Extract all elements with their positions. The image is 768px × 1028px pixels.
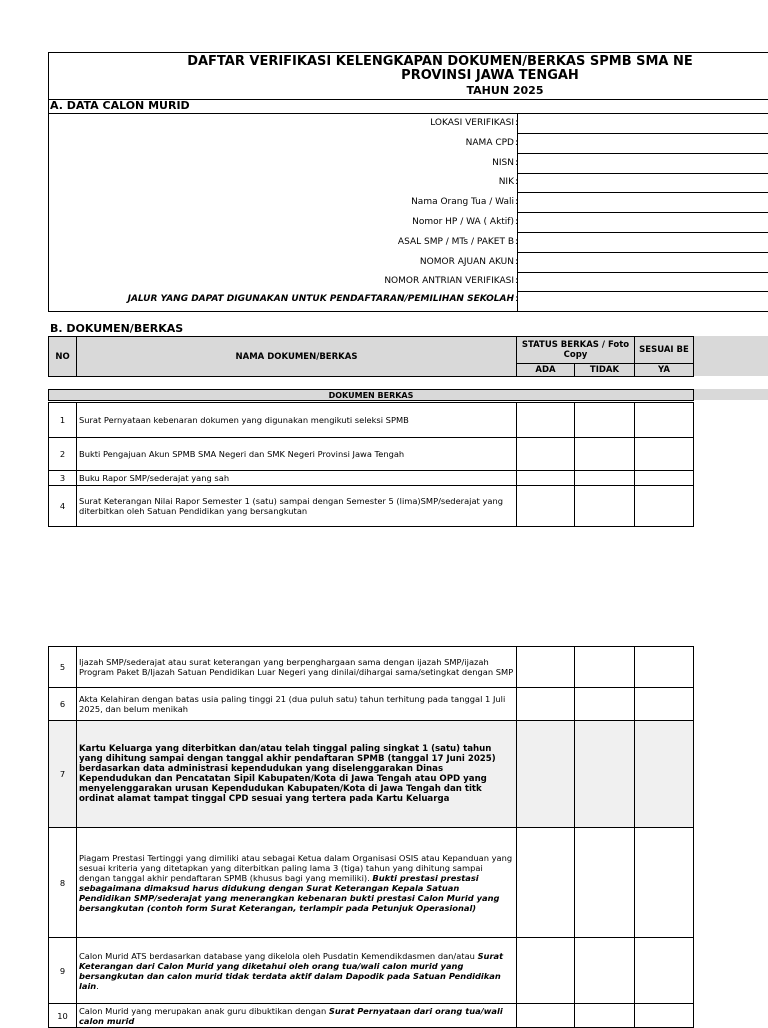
row-no: 3 (49, 471, 77, 486)
field-value-input[interactable] (520, 173, 768, 191)
row-document (77, 938, 517, 1004)
form-top-border (48, 52, 768, 53)
row-document: Ijazah SMP/sederajat atau surat keterangan yang berpenghargaan sama dengan ijazah SMP/ijazah Program Paket B/Ijazah Satuan Pendidikan Luar Negeri yang dinilai/dihargai sama/setingkat dengan SMP (77, 647, 517, 688)
cell-ya[interactable] (635, 688, 694, 721)
row-no: 1 (49, 403, 77, 438)
row-no: 4 (49, 486, 77, 527)
field-value-input[interactable] (520, 233, 768, 251)
field-label: NIK (498, 177, 514, 187)
field-colon: : (515, 276, 519, 286)
table-row (49, 403, 694, 438)
cell-tidak[interactable] (575, 828, 635, 938)
field-colon: : (515, 118, 519, 128)
field-value-input[interactable] (520, 193, 768, 211)
cell-ada[interactable] (517, 688, 575, 721)
section-b-title: B. DOKUMEN/BERKAS (50, 322, 184, 335)
col-nama-header: NAMA DOKUMEN/BERKAS (77, 337, 517, 377)
row-no: 6 (49, 688, 77, 721)
col-sesuai-header: SESUAI BE (635, 337, 694, 364)
row-document-text: Piagam Prestasi Tertinggi yang dimiliki atau sebagai Ketua dalam Organisasi OSIS atau Kepanduan yang sesuai kriteria yang ditetapkan yang diterbitkan paling lama 3 (tiga) tahun yang dihitung sampai dengan tanggal akhir pendaftaran SPMB (khusus bagi yang memiliki). (79, 852, 513, 883)
field-label: NAMA CPD (465, 138, 514, 148)
dokumen-table-part2 (48, 646, 694, 1028)
cell-ya[interactable] (635, 438, 694, 471)
col-status-header: STATUS BERKAS / Foto Copy (517, 337, 635, 364)
cell-ya[interactable] (635, 471, 694, 486)
field-value-input[interactable] (520, 272, 768, 290)
dokumen-table-part1 (48, 402, 694, 527)
row-document: Buku Rapor SMP/sederajat yang sah (77, 471, 517, 486)
divider (48, 311, 768, 312)
row-no: 2 (49, 438, 77, 471)
row-no: 7 (49, 721, 77, 828)
row-document: Surat Keterangan Nilai Rapor Semester 1 (satu) sampai dengan Semester 5 (lima)SMP/sederajat yang diterbitkan oleh Satuan Pendidikan yang bersangkutan (77, 486, 517, 527)
cell-ada[interactable] (517, 486, 575, 527)
cell-ada[interactable] (517, 647, 575, 688)
table-row (49, 688, 694, 721)
col-tidak-header: TIDAK (575, 364, 635, 377)
cell-tidak[interactable] (575, 471, 635, 486)
row-document: Kartu Keluarga yang diterbitkan dan/atau telah tinggal paling singkat 1 (satu) tahun yang dihitung sampai dengan tanggal akhir pendaftaran SPMB (tanggal 17 Juni 2025) berdasarkan data administrasi kependudukan yang diselenggarakan Dinas Kependudukan dan Pencatatan Sipil Kabupaten/Kota di Jawa Tengah atau OPD yang menyelenggarakan urusan Kependudukan Kabupaten/Kota di Jawa Tengah dan titk ordinat alamat tampat tinggal CPD sesuai yang tertera pada Kartu Keluarga (77, 721, 517, 828)
col-no-header: NO (49, 337, 77, 377)
cell-ada[interactable] (517, 403, 575, 438)
table-row (49, 438, 694, 471)
field-label: NISN (492, 158, 514, 168)
row-document: Surat Pernyataan kebenaran dokumen yang digunakan mengikuti seleksi SPMB (77, 403, 517, 438)
section-a-title: A. DATA CALON MURID (50, 99, 190, 112)
field-label: LOKASI VERIFIKASI (430, 118, 514, 128)
cell-tidak[interactable] (575, 438, 635, 471)
table-row (49, 486, 694, 527)
group-overflow-shade (693, 389, 768, 400)
cell-ada[interactable] (517, 828, 575, 938)
cell-tidak[interactable] (575, 938, 635, 1004)
cell-tidak[interactable] (575, 721, 635, 828)
cell-ada[interactable] (517, 721, 575, 828)
cell-ya[interactable] (635, 938, 694, 1004)
cell-ada[interactable] (517, 938, 575, 1004)
row-no: 9 (49, 938, 77, 1004)
field-value-input[interactable] (520, 134, 768, 152)
jalur-label: JALUR YANG DAPAT DIGUNAKAN UNTUK PENDAFTARAN/PEMILIHAN SEKOLAH (127, 294, 514, 304)
field-colon: : (515, 197, 519, 207)
field-colon: : (515, 138, 519, 148)
table-row (49, 938, 694, 1004)
dokumen-table-header (48, 336, 694, 377)
cell-tidak[interactable] (575, 647, 635, 688)
header-title: DAFTAR VERIFIKASI KELENGKAPAN DOKUMEN/BERKAS SPMB SMA NE (187, 54, 693, 69)
cell-tidak[interactable] (575, 688, 635, 721)
table-row (49, 721, 694, 828)
row-document: Akta Kelahiran dengan batas usia paling tinggi 21 (dua puluh satu) tahun terhitung pada tanggal 1 Juli 2025, dan belum menikah (77, 688, 517, 721)
row-document-emphasis: Surat Keterangan dari Calon Murid yang diketahui oleh orang tua/wali calon murid yang bersangkutan dan calon murid tidak terdata aktif dalam Dapodik pada Satuan Pendidikan lain (79, 950, 504, 991)
row-no: 10 (49, 1004, 77, 1028)
cell-ada[interactable] (517, 471, 575, 486)
col-ada-header: ADA (517, 364, 575, 377)
cell-ya[interactable] (635, 721, 694, 828)
cell-ada[interactable] (517, 438, 575, 471)
table-row (49, 647, 694, 688)
jalur-colon: : (515, 294, 519, 304)
field-colon: : (515, 158, 519, 168)
cell-ya[interactable] (635, 647, 694, 688)
row-document (77, 828, 517, 938)
row-document-emphasis: Bukti prestasi prestasi sebagaimana dimaksud harus didukung dengan Surat Keterangan Kepala Satuan Pendidikan SMP/sederajat yang menerangkan kebenaran bukti prestasi Calon Murid yang bersangkutan (contoh form Surat Keterangan, terlampir pada Petunjuk Operasional) (79, 872, 500, 913)
table-row (49, 828, 694, 938)
field-value-input[interactable] (520, 253, 768, 271)
field-label: NOMOR AJUAN AKUN (419, 257, 514, 267)
row-no: 5 (49, 647, 77, 688)
field-value-input[interactable] (520, 114, 768, 132)
field-colon: : (515, 257, 519, 267)
field-colon: : (515, 177, 519, 187)
row-document-text: Calon Murid yang merupakan anak guru dibuktikan dengan (79, 1006, 329, 1016)
cell-tidak[interactable] (575, 403, 635, 438)
field-label: ASAL SMP / MTs / PAKET B (397, 237, 514, 247)
cell-ya[interactable] (635, 403, 694, 438)
row-document: Bukti Pengajuan Akun SPMB SMA Negeri dan SMK Negeri Provinsi Jawa Tengah (77, 438, 517, 471)
field-value-input[interactable] (520, 154, 768, 172)
cell-ya[interactable] (635, 828, 694, 938)
field-separator (517, 114, 518, 311)
table-row (49, 471, 694, 486)
header-overflow-shade (693, 336, 768, 376)
form-left-border (48, 52, 49, 312)
field-value-input[interactable] (520, 213, 768, 231)
col-ya-header: YA (635, 364, 694, 377)
dokumen-table-group (48, 389, 694, 401)
group-dokumen-berkas: DOKUMEN BERKAS (49, 390, 694, 401)
header-province: PROVINSI JAWA TENGAH (401, 68, 579, 83)
field-label: Nama Orang Tua / Wali (411, 197, 514, 207)
cell-tidak[interactable] (575, 486, 635, 527)
header-year: TAHUN 2025 (466, 84, 544, 97)
row-no: 8 (49, 828, 77, 938)
field-label: NOMOR ANTRIAN VERIFIKASI (384, 276, 514, 286)
field-label: Nomor HP / WA ( Aktif) (412, 217, 514, 227)
field-colon: : (515, 237, 519, 247)
field-colon: : (515, 217, 519, 227)
jalur-value-field[interactable] (520, 292, 768, 310)
row-document-end: . (96, 980, 99, 991)
cell-ya[interactable] (635, 486, 694, 527)
row-document-text: Calon Murid ATS berdasarkan database yang dikelola oleh Pusdatin Kemendikdasmen dan/atau (79, 950, 478, 961)
row-document-emphasis: Surat Pernyataan dari orang tua/wali calon murid (79, 1006, 503, 1026)
